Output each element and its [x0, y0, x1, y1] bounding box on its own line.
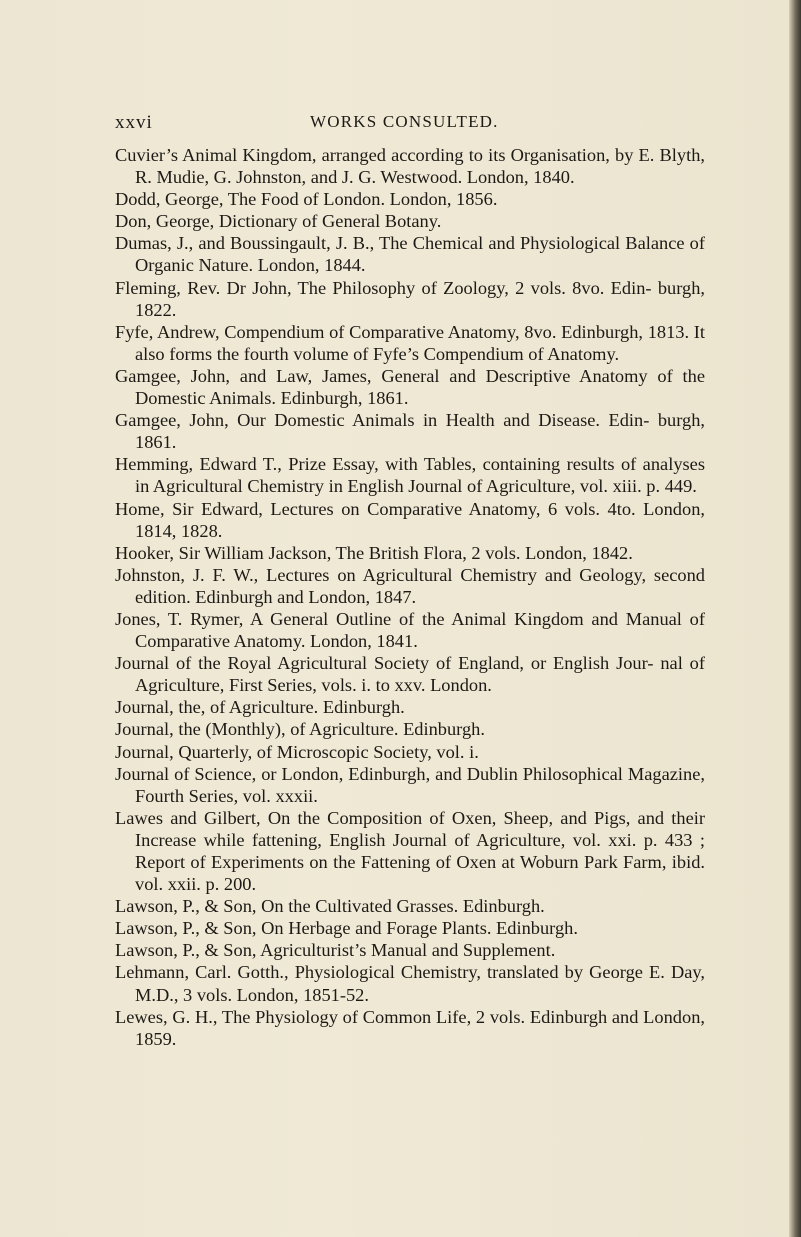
bibliography-entry: Fyfe, Andrew, Compendium of Comparative Anatomy, 8vo. Edinburgh, 1813. It also forms the fourth volume of Fyfe’s Compendium of Anatomy.: [115, 321, 705, 364]
bibliography-entry: Journal, the (Monthly), of Agriculture. Edinburgh.: [115, 719, 485, 740]
page-number: xxvi: [115, 112, 153, 133]
bibliography-entry: Johnston, J. F. W., Lectures on Agricultural Chemistry and Geology, second edition. Edinburgh and London, 1847.: [115, 564, 705, 607]
bibliography-entry: Hooker, Sir William Jackson, The British Flora, 2 vols. London, 1842.: [115, 542, 633, 563]
bibliography-entry: Jones, T. Rymer, A General Outline of the Animal Kingdom and Manual of Comparative Anatomy. London, 1841.: [115, 608, 705, 652]
bibliography-entry: Cuvier’s Animal Kingdom, arranged according to its Organisation, by E. Blyth, R. Mudie, G. Johnston, and J. G. Westwood. London, 1840.: [115, 145, 705, 188]
bibliography-entry: Hemming, Edward T., Prize Essay, with Tables, containing results of analyses in Agricultural Chemistry in English Journal of Agriculture, vol. xiii. p. 449.: [115, 454, 705, 497]
bibliography-entry: Fleming, Rev. Dr John, The Philosophy of Zoology, 2 vols. 8vo. Edin- burgh, 1822.: [115, 277, 705, 320]
bibliography-entry: Lehmann, Carl. Gotth., Physiological Chemistry, translated by George E. Day, M.D., 3 vols. London, 1851-52.: [115, 962, 705, 1005]
bibliography-entry: Lawes and Gilbert, On the Composition of Oxen, Sheep, and Pigs, and their Increase while fattening, English Journal of Agriculture, vol. xxi. p. 433 ; Report of Experiments on the Fattening of Oxen at Woburn Park Farm, ibid. vol. xxii. p. 200.: [115, 807, 705, 895]
bibliography-entry: Home, Sir Edward, Lectures on Comparative Anatomy, 6 vols. 4to. London, 1814, 1828.: [115, 498, 705, 541]
bibliography-entry: Gamgee, John, Our Domestic Animals in Health and Disease. Edin- burgh, 1861.: [115, 410, 705, 453]
bibliography-list: [115, 144, 705, 1050]
bibliography-entry: Don, George, Dictionary of General Botany.: [115, 211, 442, 232]
bibliography-entry: Lewes, G. H., The Physiology of Common Life, 2 vols. Edinburgh and London, 1859.: [115, 1006, 705, 1049]
bibliography-entry: Dumas, J., and Boussingault, J. B., The Chemical and Physiological Balance of Organic Nature. London, 1844.: [115, 233, 705, 276]
bibliography-entry: Lawson, P., & Son, Agriculturist’s Manual and Supplement.: [115, 940, 556, 961]
bibliography-entry: Journal, Quarterly, of Microscopic Society, vol. i.: [115, 741, 479, 762]
bibliography-entry: Lawson, P., & Son, On Herbage and Forage Plants. Edinburgh.: [115, 918, 578, 939]
running-head: [0, 112, 801, 136]
bibliography-entry: Lawson, P., & Son, On the Cultivated Grasses. Edinburgh.: [115, 896, 545, 917]
page-edge-shadow: [789, 0, 801, 1237]
bibliography-entry: Dodd, George, The Food of London. London, 1856.: [115, 189, 498, 210]
bibliography-entry: Journal, the, of Agriculture. Edinburgh.: [115, 697, 405, 718]
bibliography-entry: Journal of Science, or London, Edinburgh, and Dublin Philosophical Magazine, Fourth Series, vol. xxxii.: [115, 763, 705, 806]
bibliography-entry: Journal of the Royal Agricultural Society of England, or English Jour- nal of Agriculture, First Series, vols. i. to xxv. London.: [115, 653, 705, 696]
bibliography-entry: Gamgee, John, and Law, James, General and Descriptive Anatomy of the Domestic Animals. Edinburgh, 1861.: [115, 365, 705, 409]
page-title: WORKS CONSULTED.: [310, 112, 499, 131]
